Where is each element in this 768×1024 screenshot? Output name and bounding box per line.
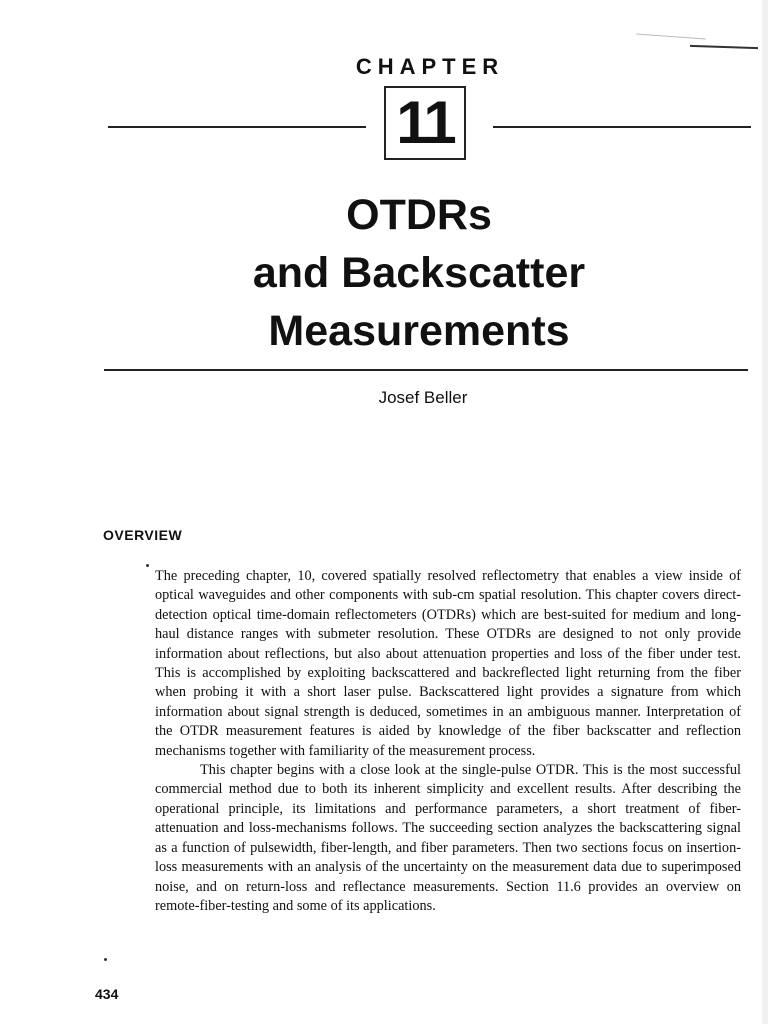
chapter-label: CHAPTER — [355, 54, 505, 79]
title-line-2: and Backscatter — [252, 249, 586, 297]
overview-body — [155, 567, 741, 916]
page-number: 434 — [95, 986, 119, 1002]
title-line-3: Measurements — [268, 307, 570, 355]
author-name: Josef Beller — [378, 388, 468, 407]
chapter-title — [0, 186, 768, 360]
title-rule — [104, 369, 748, 371]
chapter-number: 11 — [384, 86, 466, 160]
title-line-1: OTDRs — [346, 191, 492, 239]
scan-mark-light — [636, 34, 706, 40]
paragraph-1: The preceding chapter, 10, covered spatially resolved reflectometry that enables a view inside of optical waveguides and other components with sub-cm spatial resolution. This chapter covers direct-detection optical time-domain reflectometers (OTDRs) which are best-suited for medium and long-haul distance ranges with submeter resolution. These OTDRs are designed to not only provide information about reflections, but also about attenuation properties and loss of the fiber under test. This is accomplished by exploiting backscattered and backreflected light returning from the fiber when probing it with a short laser pulse. Backscattered light provides a signature from which information about signal strength is deduced, sometimes in an ambiguous manner. Interpretation of the OTDR measurement features is aided by knowledge of the fiber backscatter and reflection mechanisms together with familiarity of the measurement process. — [155, 568, 741, 759]
section-heading: OVERVIEW — [103, 527, 183, 543]
scan-mark — [690, 45, 758, 49]
scan-dot — [104, 958, 107, 961]
paragraph-2: This chapter begins with a close look at the single-pulse OTDR. This is the most successful commercial method due to both its inherent simplicity and excellent results. After describing the operational principle, its limitations and performance parameters, a short treatment of fiber-attenuation and loss-mechanisms follows. The succeeding section analyzes the backscattering signal as a function of pulsewidth, fiber-length, and fiber parameters. Then two sections focus on insertion-loss measurements with an analysis of the uncertainty on the measurement data due to superimposed noise, and on return-loss and reflectance measurements. Section 11.6 provides an overview on remote-fiber-testing and some of its applications. — [155, 762, 741, 914]
scan-edge — [762, 0, 768, 1024]
chapter-rule-left — [108, 126, 366, 128]
chapter-rule-right — [493, 126, 751, 128]
scan-dot — [146, 564, 149, 567]
